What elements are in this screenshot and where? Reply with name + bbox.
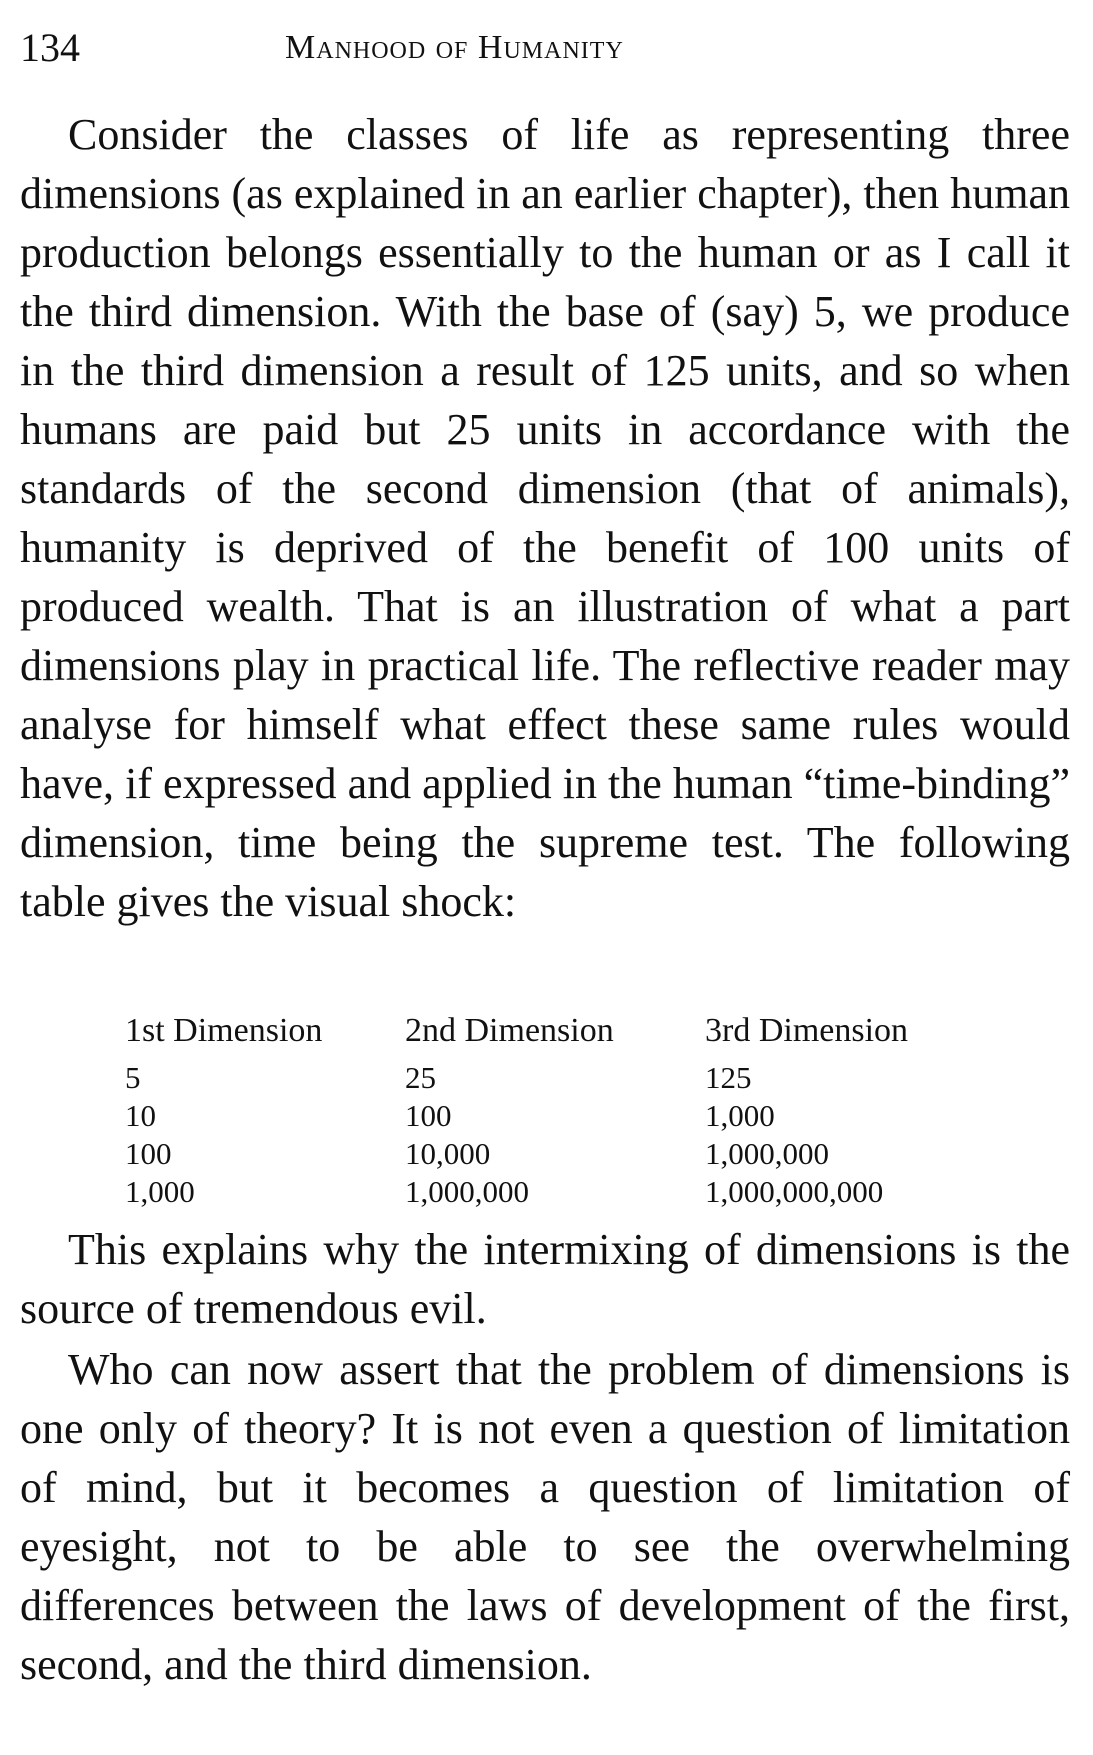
table-cell: 25 xyxy=(405,1060,436,1095)
paragraph-1: Consider the classes of life as representing three dimensions (as explained in an earlier chapter), then human production belongs essentially to the human or as I call it the third dimension. With the base of (say) 5, we produce in the third dimension a result of 125 units, and so when humans are paid but 25 units in accordance with the standards of the second dimension (that of animals), humanity is deprived of the benefit of 100 units of produced wealth. That is an illustration of what a part dimensions play in practical life. The reflective reader may analyse for himself what effect these same rules would have, if expressed and applied in the human “time-binding” dimension, time being the supreme test. The following table gives the visual shock: xyxy=(20,110,1070,926)
table-cell: 1,000,000 xyxy=(705,1136,829,1171)
table-cell: 1,000 xyxy=(125,1174,195,1209)
table-cell: 125 xyxy=(705,1060,752,1095)
page-number: 134 xyxy=(20,25,80,70)
table-cell: 100 xyxy=(405,1098,452,1133)
running-head: Manhood of Humanity xyxy=(285,29,624,66)
table-header-1st: 1st Dimension xyxy=(125,1012,323,1049)
paragraph-2: This explains why the intermixing of dimensions is the source of tremendous evil. xyxy=(20,1225,1070,1333)
table-row xyxy=(125,1059,985,1097)
table-cell: 5 xyxy=(125,1060,141,1095)
table-row xyxy=(125,1173,985,1211)
table-row xyxy=(125,1135,985,1173)
table-row xyxy=(125,1097,985,1135)
table-header-3rd: 3rd Dimension xyxy=(705,1012,909,1049)
table-cell: 1,000 xyxy=(705,1098,775,1133)
table-header-row xyxy=(125,1003,985,1059)
table-cell: 100 xyxy=(125,1136,172,1171)
page-header xyxy=(20,18,1070,78)
dimension-table xyxy=(125,1003,985,1211)
table-header-2nd: 2nd Dimension xyxy=(405,1012,614,1049)
table-cell: 1,000,000 xyxy=(405,1174,529,1209)
table-cell: 1,000,000,000 xyxy=(705,1174,884,1209)
table-cell: 10 xyxy=(125,1098,156,1133)
table-cell: 10,000 xyxy=(405,1136,491,1171)
paragraph-3: Who can now assert that the problem of dimensions is one only of theory? It is not even a question of limitation of mind, but it becomes a question of limitation of eyesight, not to be able to see the overwhelming differences between the laws of development of the first, second, and the third dimension. xyxy=(20,1345,1070,1689)
